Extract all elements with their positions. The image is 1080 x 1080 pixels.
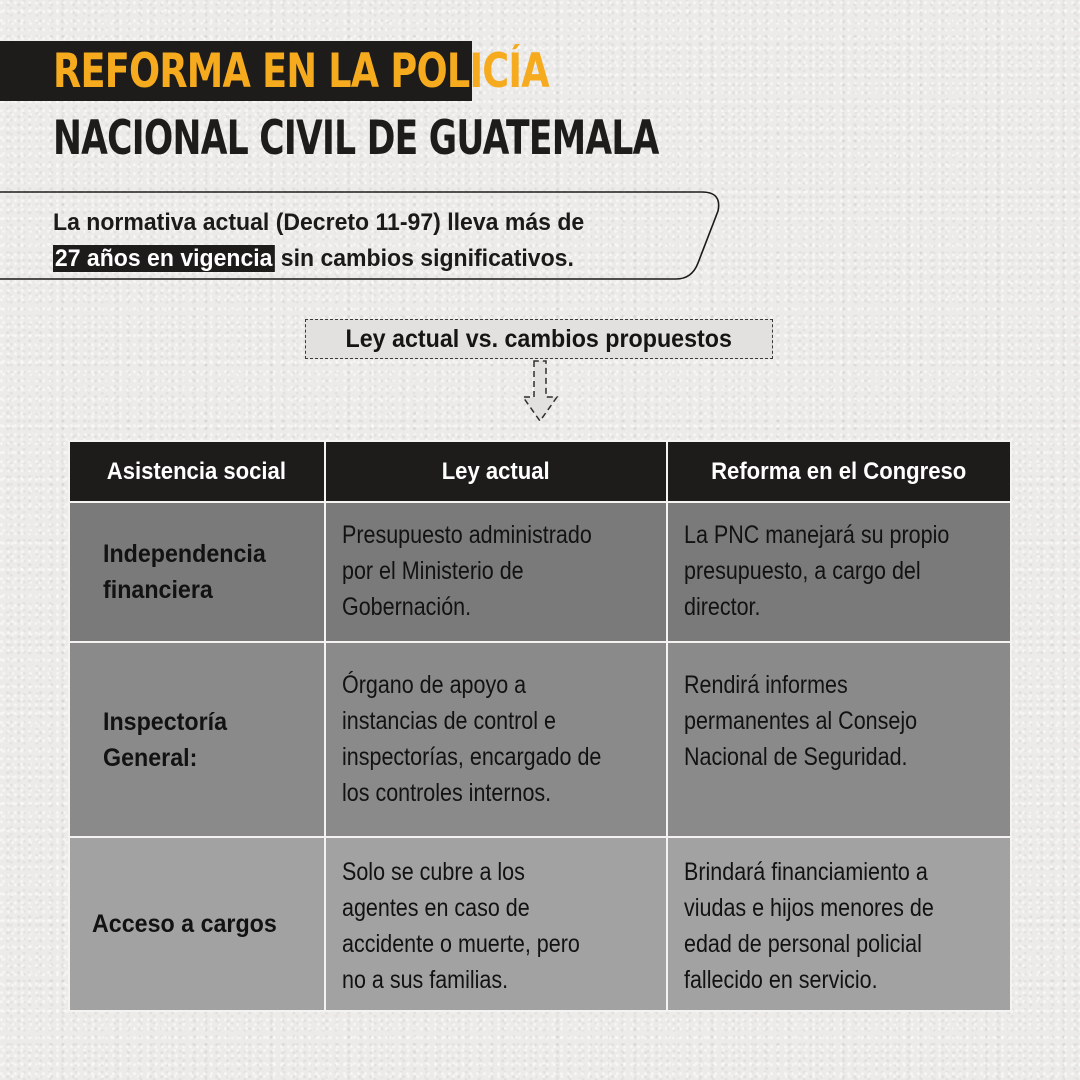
reforma-cell: La PNC manejará su propio presupuesto, a cargo del director.	[667, 502, 1011, 642]
callout-line2-rest: sin cambios significativos.	[274, 245, 574, 272]
table-row	[69, 502, 1011, 642]
table-header-row	[69, 441, 1011, 502]
subtitle-label: Ley actual vs. cambios propuestos	[345, 324, 733, 353]
comparison-table	[68, 440, 1012, 1012]
subtitle-box	[305, 319, 773, 359]
row-label: Independencia financiera	[69, 502, 325, 642]
header-reforma-congreso: Reforma en el Congreso	[667, 441, 1011, 502]
table-row	[69, 642, 1011, 837]
ley-actual-cell: Órgano de apoyo a instancias de control e inspectorías, encargado de los controles internos.	[325, 642, 668, 837]
page-title-line1: REFORMA EN LA POLICÍA	[53, 44, 549, 99]
ley-actual-cell: Solo se cubre a los agentes en caso de accidente o muerte, pero no a sus familias.	[325, 837, 668, 1011]
callout-line1: La normativa actual (Decreto 11-97) lleva más de	[53, 209, 585, 236]
reforma-cell: Rendirá informes permanentes al Consejo Nacional de Seguridad.	[667, 642, 1011, 837]
row-label: Inspectoría General:	[69, 642, 325, 837]
row-label: Acceso a cargos	[69, 837, 325, 1011]
table-row	[69, 837, 1011, 1011]
header-ley-actual: Ley actual	[325, 441, 668, 502]
callout-line2	[53, 241, 584, 277]
reforma-cell: Brindará financiamiento a viudas e hijos menores de edad de personal policial fallecido en servicio.	[667, 837, 1011, 1011]
page-title-line2: NACIONAL CIVIL DE GUATEMALA	[53, 111, 659, 166]
arrow-down-icon	[520, 359, 560, 425]
header-asistencia-social: Asistencia social	[69, 441, 325, 502]
callout-text	[53, 205, 584, 277]
callout-box	[0, 191, 720, 280]
callout-highlight: 27 años en vigencia	[54, 245, 273, 272]
ley-actual-cell: Presupuesto administrado por el Ministerio de Gobernación.	[325, 502, 668, 642]
